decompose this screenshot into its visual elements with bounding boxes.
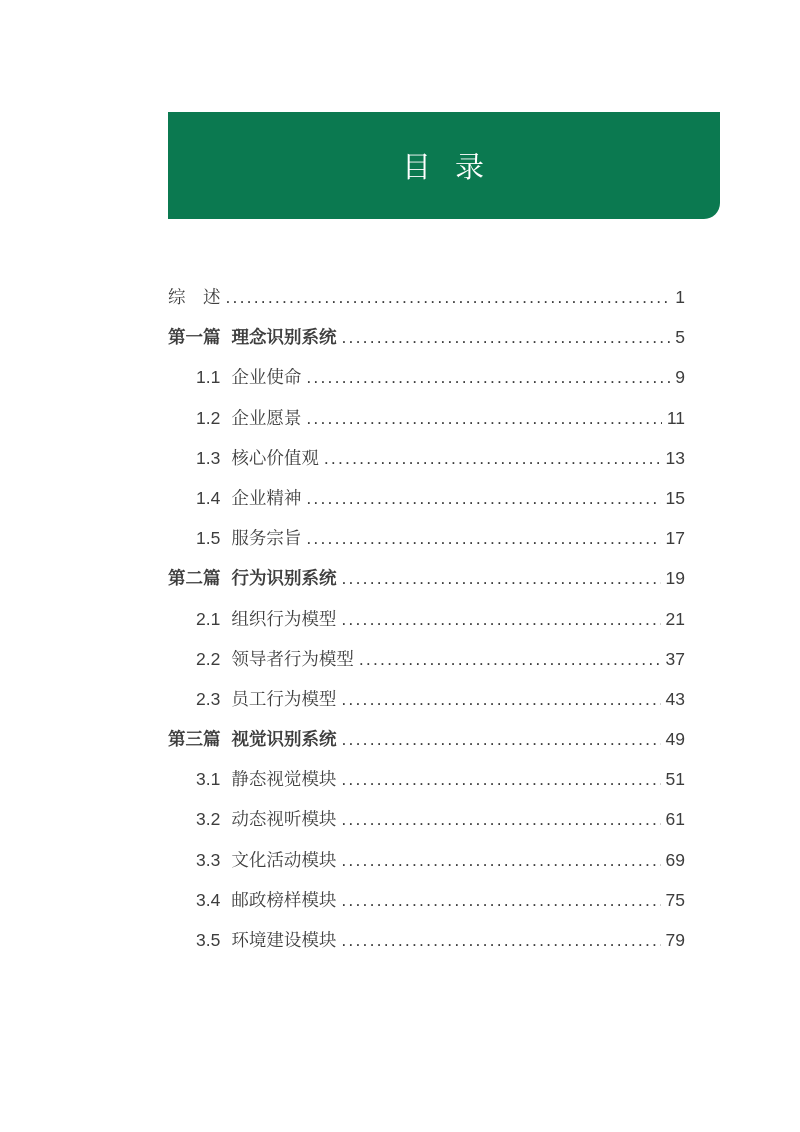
toc-entry: [168, 639, 685, 679]
toc-leader-dots: [306, 357, 670, 397]
toc-entry-page: 19: [665, 568, 685, 589]
toc-leader-dots: [342, 317, 671, 357]
toc-entry-page: 21: [665, 608, 685, 629]
toc-entry-label: 环境建设模块: [231, 930, 337, 950]
toc-entry-number: 2.1: [196, 608, 221, 629]
toc-entry-number: 1.3: [196, 447, 221, 468]
toc-entry-page: 5: [675, 327, 685, 348]
toc-leader-dots: [342, 719, 661, 759]
toc-entry: [168, 478, 685, 518]
toc-entry-label: 企业精神: [231, 487, 302, 508]
toc-entry-number: 2.2: [196, 648, 221, 669]
toc-entry-page: 49: [665, 729, 685, 750]
toc-entry-label: 动态视听模块: [231, 809, 337, 830]
toc-entry-page: 17: [665, 528, 685, 549]
toc-entry-label: 领导者行为模型: [231, 648, 354, 669]
toc-entry-page: 61: [665, 809, 685, 830]
toc-leader-dots: [341, 840, 660, 880]
toc-leader-dots: [306, 478, 660, 518]
toc-entry: [168, 518, 685, 558]
toc-title: 目 录: [401, 152, 487, 184]
toc-entry: [168, 719, 685, 759]
toc-entry: [168, 840, 685, 880]
toc-entry-number: 1.4: [196, 487, 221, 508]
toc-entry-page: 13: [665, 447, 685, 468]
toc-leader-dots: [324, 438, 661, 478]
toc-entry-number: 3.1: [196, 769, 221, 790]
toc-entry-page: 69: [665, 849, 685, 870]
toc-entry: [168, 317, 685, 357]
toc-entry: [168, 679, 685, 719]
toc-entry-label: 文化活动模块: [231, 849, 337, 870]
toc-leader-dots: [341, 880, 660, 920]
toc-entry: [168, 799, 685, 839]
toc-entry-number: 第一篇: [168, 327, 221, 348]
toc-leader-dots: [341, 679, 660, 719]
toc-entry: [168, 398, 685, 438]
toc-entry-label: 服务宗旨: [231, 528, 302, 549]
toc-leader-dots: [226, 277, 671, 317]
toc-entry-number: 第二篇: [168, 568, 221, 589]
toc-entry-page: 51: [665, 769, 685, 790]
toc-entry-number: 3.5: [196, 930, 221, 950]
toc-entry-label: 组织行为模型: [231, 608, 337, 629]
toc-leader-dots: [342, 558, 661, 598]
toc-entry: [168, 438, 685, 478]
toc-entry-page: 43: [665, 688, 685, 709]
toc-entry-page: 75: [665, 889, 685, 910]
toc-entry: [168, 920, 685, 960]
toc-entry: [168, 357, 685, 397]
toc-leader-dots: [341, 920, 660, 960]
toc-entry-page: 37: [665, 648, 685, 669]
toc-entry-label: 核心价值观: [231, 447, 319, 468]
toc-entry-label: 企业使命: [231, 367, 302, 388]
toc-leader-dots: [359, 639, 661, 679]
toc-entry-label: 行为识别系统: [231, 568, 337, 589]
toc-entry-page: 79: [665, 930, 685, 950]
toc-entry-page: 1: [675, 287, 685, 307]
toc-leader-dots: [341, 799, 660, 839]
toc-entry-label: 静态视觉模块: [231, 769, 337, 790]
toc-entry: [168, 558, 685, 598]
toc-entry-number: 第三篇: [168, 729, 221, 750]
toc-entry: [168, 599, 685, 639]
toc-entry-page: 11: [666, 407, 685, 428]
toc-entry-label: 邮政榜样模块: [231, 889, 337, 910]
toc-entry-label: 视觉识别系统: [231, 729, 337, 750]
toc-entry-page: 9: [675, 367, 685, 388]
toc-leader-dots: [306, 518, 660, 558]
toc-list: [168, 277, 685, 960]
toc-entry: [168, 759, 685, 799]
toc-entry-label: 企业愿景: [231, 407, 302, 428]
toc-entry: [168, 277, 685, 317]
toc-entry: [168, 880, 685, 920]
toc-header-banner: [168, 112, 720, 219]
toc-entry-page: 15: [665, 487, 685, 508]
toc-leader-dots: [341, 759, 660, 799]
toc-entry-number: 2.3: [196, 688, 221, 709]
toc-entry-number: 3.3: [196, 849, 221, 870]
toc-entry-label: 综 述: [168, 287, 221, 307]
toc-leader-dots: [306, 398, 662, 438]
toc-leader-dots: [341, 599, 660, 639]
toc-entry-number: 3.2: [196, 809, 221, 830]
toc-entry-number: 1.2: [196, 407, 221, 428]
toc-entry-number: 1.1: [196, 367, 221, 388]
toc-entry-label: 员工行为模型: [231, 688, 337, 709]
toc-entry-number: 3.4: [196, 889, 221, 910]
toc-entry-number: 1.5: [196, 528, 221, 549]
toc-entry-label: 理念识别系统: [231, 327, 337, 348]
